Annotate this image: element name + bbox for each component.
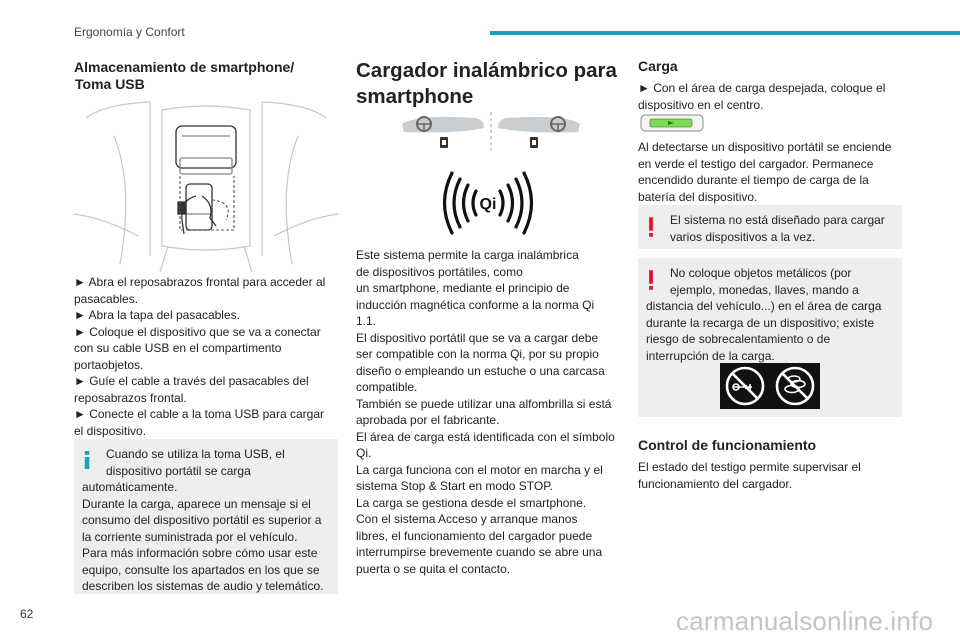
- wireless-body-line: ser compatible con la norma Qi, por su propio: [356, 347, 599, 361]
- carga-step: [638, 80, 902, 113]
- wireless-title-line: smartphone: [356, 85, 474, 108]
- warning-line: riesgo de sobrecalentamiento o de: [646, 332, 831, 346]
- charger-indicator-light: [640, 114, 704, 132]
- wireless-body-line: El dispositivo portátil que se va a cargar debe: [356, 330, 599, 345]
- warning-line: El sistema no está diseñado para cargar: [670, 213, 885, 227]
- info-line: la corriente suministrada por el vehículo.: [82, 529, 298, 544]
- wireless-body-line: El área de carga está identificada con el símbolo: [356, 429, 615, 444]
- control-line: El estado del testigo permite supervisar el: [638, 460, 861, 474]
- warning-line: ejemplo, monedas, llaves, mando a: [670, 282, 859, 297]
- wireless-body-line: La carga se gestiona desde el smartphone.: [356, 495, 587, 510]
- usb-step-line: ► Abra el reposabrazos frontal para acceder al: [74, 275, 326, 289]
- info-line: describen los sistemas de audio y telemático.: [82, 579, 324, 593]
- wireless-body-line: compatible.: [356, 380, 418, 394]
- usb-step-line: pasacables.: [74, 291, 139, 306]
- wireless-body-line: libres, el funcionamiento del cargador puede: [356, 528, 593, 543]
- info-line: Para más información sobre cómo usar este: [82, 546, 318, 560]
- info-icon: [84, 448, 90, 472]
- usb-info-box: [74, 439, 338, 594]
- usb-step-line: reposabrazos frontal.: [74, 390, 187, 405]
- usb-step-line: el dispositivo.: [74, 423, 147, 438]
- control-title: Control de funcionamiento: [638, 437, 817, 453]
- qi-symbol-text: Qi: [479, 196, 497, 213]
- page-number: 62: [20, 607, 34, 621]
- armrest-storage-illustration: [74, 96, 338, 272]
- info-line: dispositivo portátil se carga: [106, 463, 251, 478]
- wireless-body-line: También se puede utilizar una alfombrilla si está: [356, 396, 612, 411]
- carga-step-line: ► Con el área de carga despejada, coloque el: [638, 81, 886, 95]
- info-line: equipo, consulte los apartados en los que se: [82, 562, 320, 577]
- detect-line: Al detectarse un dispositivo portátil se enciende: [638, 140, 892, 154]
- wireless-body-line: Con el sistema Acceso y arranque manos: [356, 512, 578, 526]
- page-header-accent-bar: [490, 31, 960, 35]
- wireless-body-line: diseño o empleando un estuche o una carcasa: [356, 363, 605, 378]
- wireless-body-line: inducción magnética conforme a la norma Qi: [356, 297, 595, 312]
- wireless-body-line: interrumpirse brevemente cuando se abre una: [356, 545, 603, 559]
- control-line: funcionamiento del cargador.: [638, 476, 793, 491]
- wireless-body-line: de dispositivos portátiles, como: [356, 264, 523, 279]
- detect-line: encendido durante el tiempo de carga de la: [638, 173, 869, 187]
- control-paragraph: [638, 459, 902, 492]
- usb-step-line: ► Abra la tapa del pasacables.: [74, 308, 240, 322]
- warning-line: interrupción de la carga.: [646, 348, 775, 363]
- info-line: Cuando se utiliza la toma USB, el: [106, 447, 285, 461]
- usb-title: [74, 59, 338, 93]
- usb-step-line: ► Guíe el cable a través del pasacables del: [74, 374, 309, 388]
- qi-wireless-icon: [438, 171, 538, 235]
- wireless-title-line: Cargador inalámbrico para: [356, 59, 617, 82]
- usb-title-line: Almacenamiento de smartphone/: [74, 59, 295, 75]
- usb-step-line: portaobjetos.: [74, 357, 144, 372]
- page-header-text: Ergonomía y Confort: [74, 25, 185, 39]
- usb-step-line: ► Coloque el dispositivo que se va a conectar: [74, 324, 321, 339]
- wireless-body-line: Qi.: [356, 446, 372, 460]
- warning-icon: [648, 267, 654, 293]
- detect-paragraph: [638, 139, 902, 205]
- wireless-body: [356, 247, 620, 577]
- info-line: consumo del dispositivo portátil es superior a: [82, 513, 322, 527]
- warning-icon: [648, 214, 654, 240]
- wireless-body-line: puerta o se quita el contacto.: [356, 561, 511, 576]
- footer-watermark[interactable]: carmanualsonline.info: [676, 606, 934, 636]
- detect-line: en verde el testigo del cargador. Permanece: [638, 156, 874, 171]
- usb-step-line: con su cable USB en el compartimento: [74, 341, 282, 355]
- wireless-title: [356, 58, 620, 110]
- detect-line: batería del dispositivo.: [638, 189, 758, 204]
- wireless-body-line: 1.1.: [356, 314, 377, 328]
- usb-steps: [74, 274, 338, 439]
- carga-title: Carga: [638, 58, 678, 74]
- warning-line: No coloque objetos metálicos (por: [670, 266, 852, 280]
- wireless-body-line: Este sistema permite la carga inalámbrica: [356, 248, 579, 262]
- info-line: automáticamente.: [82, 480, 178, 494]
- warning-box-multiple-devices: [638, 205, 902, 249]
- lhd-rhd-dashboard-icons: [396, 110, 586, 152]
- wireless-body-line: un smartphone, mediante el principio de: [356, 281, 570, 295]
- warning-box-metal-objects: [638, 258, 902, 417]
- usb-title-line: Toma USB: [75, 76, 145, 92]
- usb-step-line: ► Conecte el cable a la toma USB para cargar: [74, 407, 325, 421]
- no-metal-objects-icons: [720, 363, 820, 409]
- wireless-body-line: aprobada por el fabricante.: [356, 413, 500, 427]
- info-line: Durante la carga, aparece un mensaje si el: [82, 496, 311, 511]
- carga-step-line: dispositivo en el centro.: [638, 97, 764, 112]
- warning-line: distancia del vehículo...) en el área de carga: [646, 299, 882, 313]
- wireless-body-line: La carga funciona con el motor en marcha y el: [356, 462, 603, 477]
- warning-line: durante la recarga de un dispositivo; existe: [646, 315, 875, 330]
- wireless-body-line: sistema Stop & Start en modo STOP.: [356, 479, 553, 493]
- warning-line: varios dispositivos a la vez.: [670, 229, 816, 244]
